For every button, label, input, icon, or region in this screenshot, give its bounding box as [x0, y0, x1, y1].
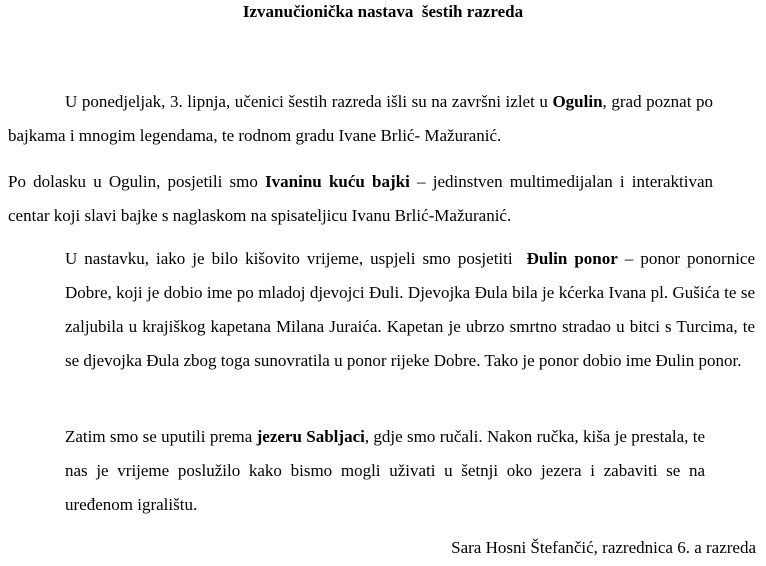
- paragraph-1-bold-ogulin: Ogulin: [552, 92, 603, 111]
- paragraph-1-text-2: , grad poznat po bajkama i mnogim legendama, te rodnom gradu Ivane Brlić- Mažuranić.: [8, 92, 718, 145]
- paragraph-3-text-1: U nastavku, iako je bilo kišovito vrijeme, uspjeli smo posjetiti: [65, 249, 527, 268]
- paragraph-1: [8, 85, 718, 153]
- paragraph-2-bold-kuca-bajki: Ivaninu kuću bajki: [265, 172, 410, 191]
- paragraph-4-text-2: , gdje smo ručali. Nakon ručka, kiša je prestala, te nas je vrijeme poslužilo kako bismo mogli uživati u šetnji oko jezera i zabaviti se na uređenom igralištu.: [65, 427, 710, 514]
- paragraph-1-text-1: U ponedjeljak, 3. lipnja, učenici šestih razreda išli su na završni izlet u: [65, 92, 553, 111]
- paragraph-3-bold-dulin-ponor: Đulin ponor: [526, 249, 618, 268]
- paragraph-2-text-2: – jedinstven multimedijalan i interaktivan centar koji slavi bajke s naglaskom na spisateljicu Ivanu Brlić-Mažuranić.: [8, 172, 718, 225]
- document-title: Izvanučionička nastava šestih razreda: [242, 2, 524, 21]
- paragraph-3: [65, 242, 760, 378]
- paragraph-2: [8, 165, 718, 233]
- paragraph-4-bold-jezero-sabljaci: jezeru Sabljaci: [256, 427, 365, 446]
- paragraph-4: [65, 420, 710, 522]
- paragraph-4-text-1: Zatim smo se uputili prema: [65, 427, 257, 446]
- signature: Sara Hosni Štefančić, razrednica 6. a razreda: [451, 538, 756, 557]
- paragraph-3-text-2: – ponor ponornice Dobre, koji je dobio ime po mladoj djevojci Đuli. Djevojka Đula bila je kćerka Ivana pl. Gušića te se zaljubila u krajiškog kapetana Milana Juraića. Kapetan je ubrzo smrtno stradao u bitci s Turcima, te se djevojka Đula zbog toga sunovratila u ponor rijeke Dobre. Tako je ponor dobio ime Đulin ponor.: [65, 249, 760, 370]
- paragraph-2-text-1: Po dolasku u Ogulin, posjetili smo: [8, 172, 266, 191]
